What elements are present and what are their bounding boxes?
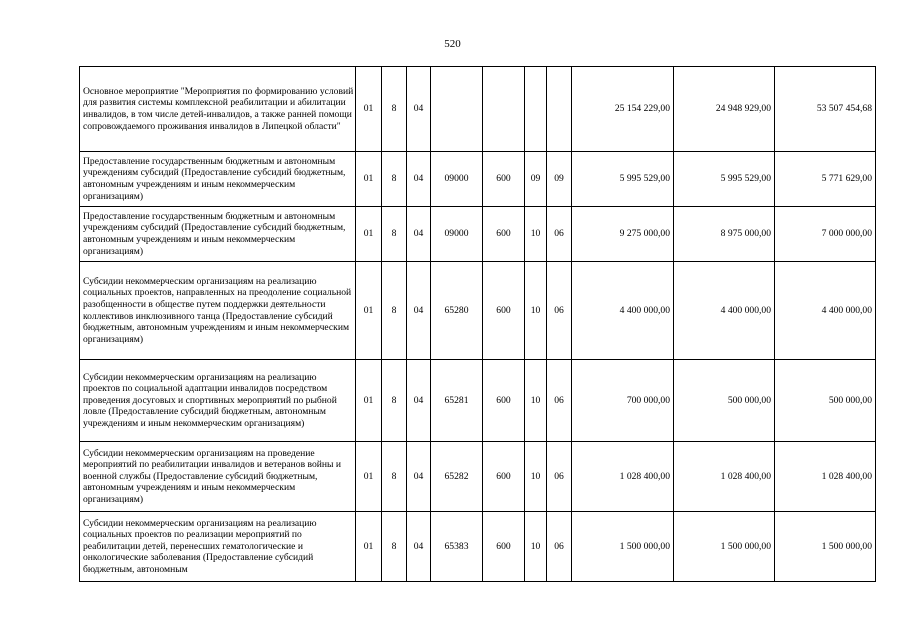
value-year3: 1 028 400,00 xyxy=(775,442,876,512)
row-name: Предоставление государственным бюджетным и автономным учреждениям субсидий (Предоставление субсидий бюджетным, автономным учреждениям и иным некоммерческим организациям) xyxy=(80,207,356,262)
row-name: Субсидии некоммерческим организациям на реализацию социальных проектов по реализации мероприятий по реабилитации детей, перенесших гематологические и онкологические заболевания (Предоставление субсидий бюджетным, автономным xyxy=(80,512,356,582)
code-pgp: 8 xyxy=(382,512,407,582)
row-name: Субсидии некоммерческим организациям на реализацию социальных проектов, направленных на преодоление социальной разобщенности в обществе путем поддержки деятельности коллективов инклюзивного танца (Предоставление субсидий бюджетным, автономным учреждениям и иным некоммерческим организациям) xyxy=(80,262,356,360)
code-podrazdel: 06 xyxy=(547,442,572,512)
code-gp: 01 xyxy=(356,442,382,512)
value-year1: 1 500 000,00 xyxy=(572,512,674,582)
value-year3: 500 000,00 xyxy=(775,360,876,442)
row-name: Субсидии некоммерческим организациям на реализацию проектов по социальной адаптации инвалидов посредством проведения досуговых и спортивных мероприятий по рыбной ловле (Предоставление субсидий бюджетным, автономным учреждениям и иным некоммерческим организациям) xyxy=(80,360,356,442)
code-direction xyxy=(431,67,483,152)
value-year3: 5 771 629,00 xyxy=(775,152,876,207)
code-direction: 65280 xyxy=(431,262,483,360)
code-direction: 65281 xyxy=(431,360,483,442)
code-pgp: 8 xyxy=(382,152,407,207)
code-vr xyxy=(483,67,525,152)
code-vr: 600 xyxy=(483,360,525,442)
code-razdel: 10 xyxy=(525,360,547,442)
code-vr: 600 xyxy=(483,512,525,582)
value-year2: 5 995 529,00 xyxy=(674,152,775,207)
value-year1: 1 028 400,00 xyxy=(572,442,674,512)
value-year1: 5 995 529,00 xyxy=(572,152,674,207)
code-gp: 01 xyxy=(356,207,382,262)
value-year3: 4 400 000,00 xyxy=(775,262,876,360)
value-year2: 1 028 400,00 xyxy=(674,442,775,512)
code-podrazdel: 06 xyxy=(547,512,572,582)
code-razdel: 10 xyxy=(525,207,547,262)
value-year1: 700 000,00 xyxy=(572,360,674,442)
code-vr: 600 xyxy=(483,207,525,262)
value-year3: 1 500 000,00 xyxy=(775,512,876,582)
row-name: Предоставление государственным бюджетным и автономным учреждениям субсидий (Предоставление субсидий бюджетным, автономным учреждениям и иным некоммерческим организациям) xyxy=(80,152,356,207)
value-year2: 8 975 000,00 xyxy=(674,207,775,262)
code-pgp: 8 xyxy=(382,360,407,442)
code-om: 04 xyxy=(407,360,431,442)
code-pgp: 8 xyxy=(382,262,407,360)
code-razdel: 10 xyxy=(525,512,547,582)
code-vr: 600 xyxy=(483,262,525,360)
value-year3: 7 000 000,00 xyxy=(775,207,876,262)
value-year1: 4 400 000,00 xyxy=(572,262,674,360)
code-pgp: 8 xyxy=(382,67,407,152)
value-year3: 53 507 454,68 xyxy=(775,67,876,152)
code-razdel: 09 xyxy=(525,152,547,207)
code-direction: 65282 xyxy=(431,442,483,512)
table-row xyxy=(80,152,876,207)
value-year1: 9 275 000,00 xyxy=(572,207,674,262)
code-om: 04 xyxy=(407,512,431,582)
code-podrazdel: 06 xyxy=(547,207,572,262)
budget-table xyxy=(79,66,876,582)
code-direction: 09000 xyxy=(431,152,483,207)
table-row xyxy=(80,360,876,442)
code-om: 04 xyxy=(407,262,431,360)
code-gp: 01 xyxy=(356,262,382,360)
code-direction: 65383 xyxy=(431,512,483,582)
code-podrazdel xyxy=(547,67,572,152)
code-vr: 600 xyxy=(483,442,525,512)
row-name: Основное мероприятие "Мероприятия по формированию условий для развития системы комплексной реабилитации и абилитации инвалидов, в том числе детей-инвалидов, а также ранней помощи сопровождаемого проживания инвалидов в Липецкой области" xyxy=(80,67,356,152)
value-year2: 4 400 000,00 xyxy=(674,262,775,360)
value-year2: 500 000,00 xyxy=(674,360,775,442)
code-gp: 01 xyxy=(356,512,382,582)
code-gp: 01 xyxy=(356,152,382,207)
code-gp: 01 xyxy=(356,67,382,152)
code-podrazdel: 06 xyxy=(547,262,572,360)
code-razdel: 10 xyxy=(525,442,547,512)
value-year2: 1 500 000,00 xyxy=(674,512,775,582)
code-podrazdel: 09 xyxy=(547,152,572,207)
table-row xyxy=(80,262,876,360)
code-direction: 09000 xyxy=(431,207,483,262)
code-pgp: 8 xyxy=(382,442,407,512)
value-year1: 25 154 229,00 xyxy=(572,67,674,152)
table-row xyxy=(80,67,876,152)
page-number: 520 xyxy=(444,38,461,50)
code-podrazdel: 06 xyxy=(547,360,572,442)
code-razdel xyxy=(525,67,547,152)
code-om: 04 xyxy=(407,442,431,512)
code-om: 04 xyxy=(407,152,431,207)
code-pgp: 8 xyxy=(382,207,407,262)
code-om: 04 xyxy=(407,207,431,262)
code-om: 04 xyxy=(407,67,431,152)
row-name: Субсидии некоммерческим организациям на проведение мероприятий по реабилитации инвалидов и ветеранов войны и военной службы (Предоставление субсидий бюджетным, автономным учреждениям и иным некоммерческим организациям) xyxy=(80,442,356,512)
code-gp: 01 xyxy=(356,360,382,442)
table-row xyxy=(80,207,876,262)
value-year2: 24 948 929,00 xyxy=(674,67,775,152)
code-vr: 600 xyxy=(483,152,525,207)
code-razdel: 10 xyxy=(525,262,547,360)
table-row xyxy=(80,442,876,512)
table-row xyxy=(80,512,876,582)
